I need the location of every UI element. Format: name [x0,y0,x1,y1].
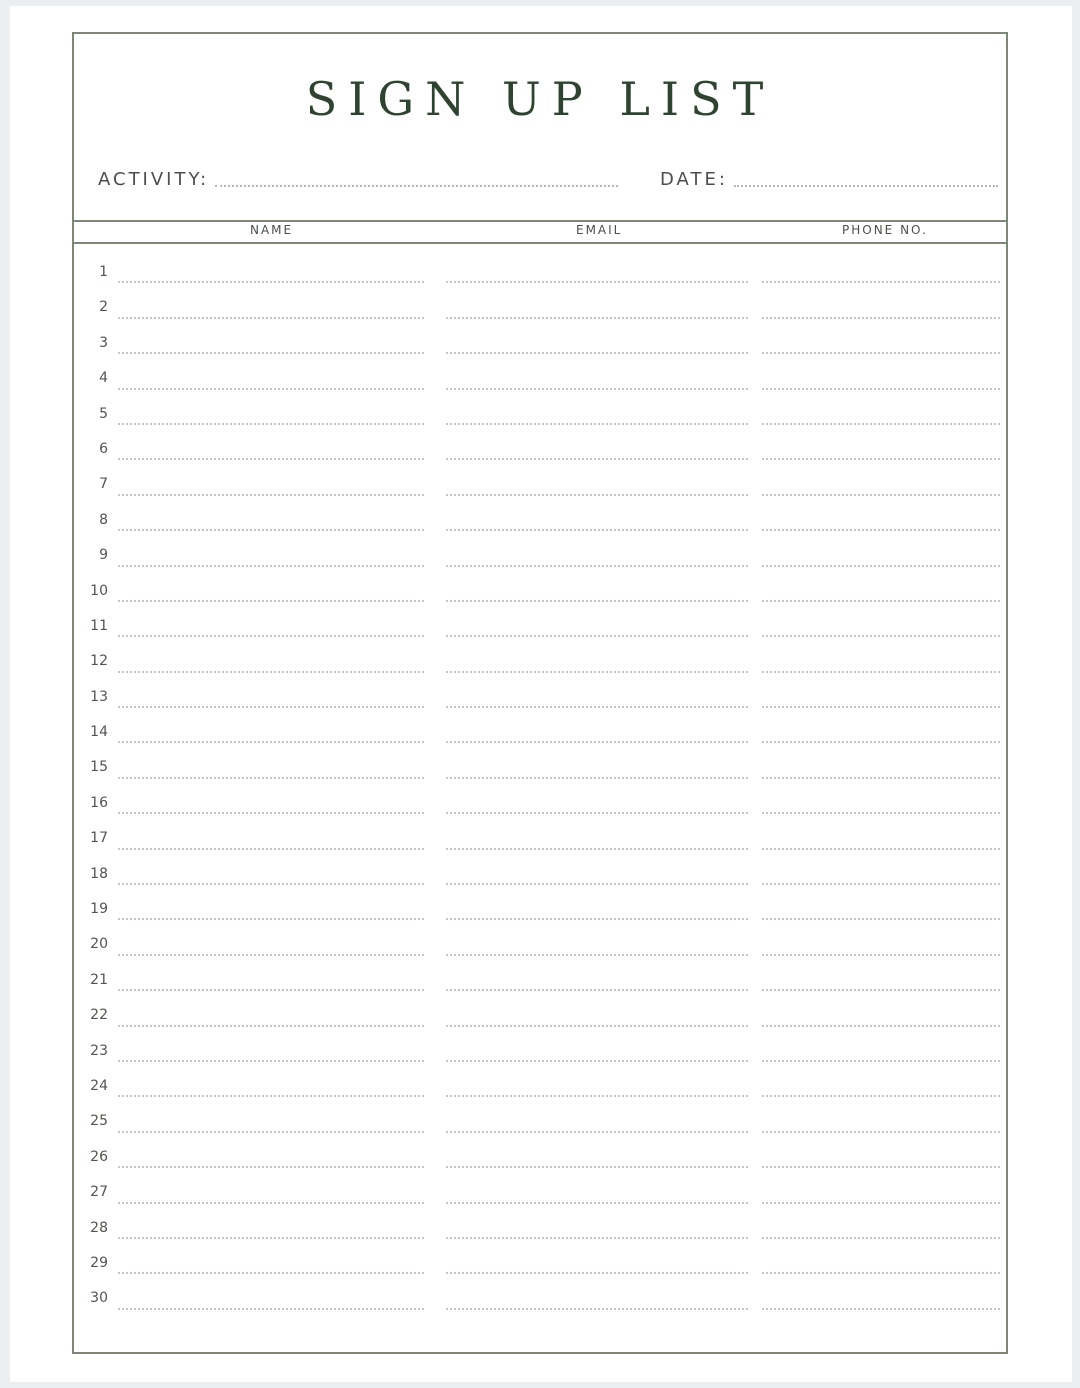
row-number: 14 [90,724,108,741]
signup-row [74,400,1006,435]
name-entry-line[interactable] [118,1272,424,1274]
row-number: 5 [99,405,108,422]
phone-entry-line[interactable] [762,989,1000,991]
row-number: 20 [90,936,108,953]
row-number: 1 [99,264,108,280]
name-entry-line[interactable] [118,458,424,460]
email-entry-line[interactable] [446,1202,748,1204]
email-entry-line[interactable] [446,1060,748,1062]
name-entry-line[interactable] [118,1131,424,1133]
name-entry-line[interactable] [118,1025,424,1027]
email-entry-line[interactable] [446,1131,748,1133]
name-entry-line[interactable] [118,635,424,637]
signup-row [74,1107,1006,1142]
signup-row [74,258,1006,293]
phone-entry-line[interactable] [762,565,1000,567]
email-entry-line[interactable] [446,1272,748,1274]
name-entry-line[interactable] [118,848,424,850]
row-number: 17 [90,830,108,847]
phone-entry-line[interactable] [762,529,1000,531]
signup-row [74,647,1006,682]
email-entry-line[interactable] [446,883,748,885]
signup-row [74,506,1006,541]
signup-row [74,683,1006,718]
phone-entry-line[interactable] [762,1202,1000,1204]
name-entry-line[interactable] [118,529,424,531]
row-number: 19 [90,901,108,918]
row-number: 15 [90,759,108,776]
email-entry-line[interactable] [446,281,748,283]
phone-entry-line[interactable] [762,1308,1000,1310]
phone-entry-line[interactable] [762,635,1000,637]
row-number: 13 [90,688,108,705]
row-number: 27 [90,1184,108,1201]
name-entry-line[interactable] [118,706,424,708]
phone-entry-line[interactable] [762,741,1000,743]
phone-entry-line[interactable] [762,317,1000,319]
phone-entry-line[interactable] [762,954,1000,956]
name-entry-line[interactable] [118,1060,424,1062]
signup-rows [74,258,1006,1320]
email-entry-line[interactable] [446,458,748,460]
phone-entry-line[interactable] [762,1237,1000,1239]
phone-entry-line[interactable] [762,1131,1000,1133]
phone-entry-line[interactable] [762,848,1000,850]
name-entry-line[interactable] [118,1166,424,1168]
row-number: 8 [99,511,108,528]
phone-entry-line[interactable] [762,1272,1000,1274]
name-entry-line[interactable] [118,281,424,283]
phone-entry-line[interactable] [762,777,1000,779]
phone-entry-line[interactable] [762,388,1000,390]
signup-row [74,470,1006,505]
row-number: 10 [90,582,108,599]
row-number: 2 [99,299,108,316]
date-label: DATE: [660,169,728,190]
email-entry-line[interactable] [446,565,748,567]
date-field [660,166,998,190]
email-entry-line[interactable] [446,741,748,743]
row-number: 11 [90,617,108,634]
email-entry-line[interactable] [446,1095,748,1097]
name-entry-line[interactable] [118,317,424,319]
email-entry-line[interactable] [446,317,748,319]
row-number: 7 [99,476,108,493]
row-number: 18 [90,865,108,882]
name-entry-line[interactable] [118,741,424,743]
phone-entry-line[interactable] [762,423,1000,425]
email-entry-line[interactable] [446,706,748,708]
row-number: 29 [90,1254,108,1271]
email-entry-line[interactable] [446,1237,748,1239]
name-entry-line[interactable] [118,600,424,602]
row-number: 28 [90,1219,108,1236]
email-entry-line[interactable] [446,1166,748,1168]
name-entry-line[interactable] [118,883,424,885]
phone-entry-line[interactable] [762,671,1000,673]
name-entry-line[interactable] [118,1237,424,1239]
column-header-email: EMAIL [576,223,623,237]
row-number: 3 [99,334,108,351]
signup-row [74,1284,1006,1319]
email-entry-line[interactable] [446,1308,748,1310]
signup-row [74,1249,1006,1284]
email-entry-line[interactable] [446,848,748,850]
signup-row [74,329,1006,364]
email-entry-line[interactable] [446,954,748,956]
phone-entry-line[interactable] [762,458,1000,460]
email-entry-line[interactable] [446,918,748,920]
signup-row [74,930,1006,965]
phone-entry-line[interactable] [762,1095,1000,1097]
signup-row [74,1072,1006,1107]
name-entry-line[interactable] [118,352,424,354]
signup-row [74,293,1006,328]
email-entry-line[interactable] [446,989,748,991]
email-entry-line[interactable] [446,352,748,354]
signup-row [74,612,1006,647]
phone-entry-line[interactable] [762,1025,1000,1027]
row-number: 4 [99,370,108,387]
email-entry-line[interactable] [446,529,748,531]
signup-row [74,1001,1006,1036]
phone-entry-line[interactable] [762,883,1000,885]
name-entry-line[interactable] [118,1095,424,1097]
sheet-page [10,6,1072,1382]
signup-row [74,789,1006,824]
phone-entry-line[interactable] [762,352,1000,354]
signup-row [74,860,1006,895]
signup-row [74,1037,1006,1072]
email-entry-line[interactable] [446,635,748,637]
signup-row [74,966,1006,1001]
name-entry-line[interactable] [118,777,424,779]
phone-entry-line[interactable] [762,600,1000,602]
activity-input-line[interactable] [215,185,618,187]
email-entry-line[interactable] [446,600,748,602]
name-entry-line[interactable] [118,918,424,920]
column-header-name: NAME [250,223,294,237]
email-entry-line[interactable] [446,388,748,390]
name-entry-line[interactable] [118,388,424,390]
signup-row [74,895,1006,930]
signup-row [74,577,1006,612]
email-entry-line[interactable] [446,777,748,779]
email-entry-line[interactable] [446,671,748,673]
signup-row [74,1214,1006,1249]
column-header-phone: PHONE NO. [842,223,928,237]
phone-entry-line[interactable] [762,281,1000,283]
row-number: 25 [90,1113,108,1130]
email-entry-line[interactable] [446,1025,748,1027]
phone-entry-line[interactable] [762,1166,1000,1168]
signup-row [74,364,1006,399]
row-number: 26 [90,1148,108,1165]
name-entry-line[interactable] [118,954,424,956]
signup-row [74,753,1006,788]
column-header-band [74,220,1006,244]
signup-row [74,1143,1006,1178]
signup-row [74,718,1006,753]
name-entry-line[interactable] [118,494,424,496]
activity-label: ACTIVITY: [98,169,210,190]
name-entry-line[interactable] [118,565,424,567]
row-number: 6 [99,440,108,457]
date-input-line[interactable] [734,185,998,187]
signup-row [74,435,1006,470]
signup-row [74,541,1006,576]
name-entry-line[interactable] [118,989,424,991]
signup-row [74,1178,1006,1213]
phone-entry-line[interactable] [762,812,1000,814]
row-number: 24 [90,1077,108,1094]
email-entry-line[interactable] [446,423,748,425]
row-number: 21 [90,971,108,988]
row-number: 23 [90,1042,108,1059]
phone-entry-line[interactable] [762,918,1000,920]
activity-field [98,166,618,190]
signup-form-frame [72,32,1008,1354]
phone-entry-line[interactable] [762,1060,1000,1062]
name-entry-line[interactable] [118,812,424,814]
row-number: 12 [90,653,108,670]
signup-row [74,824,1006,859]
name-entry-line[interactable] [118,1308,424,1310]
name-entry-line[interactable] [118,1202,424,1204]
name-entry-line[interactable] [118,671,424,673]
email-entry-line[interactable] [446,812,748,814]
phone-entry-line[interactable] [762,494,1000,496]
row-number: 30 [90,1290,108,1307]
row-number: 16 [90,794,108,811]
row-number: 22 [90,1007,108,1024]
name-entry-line[interactable] [118,423,424,425]
page-title: SIGN UP LIST [305,72,775,126]
row-number: 9 [99,547,108,564]
email-entry-line[interactable] [446,494,748,496]
phone-entry-line[interactable] [762,706,1000,708]
